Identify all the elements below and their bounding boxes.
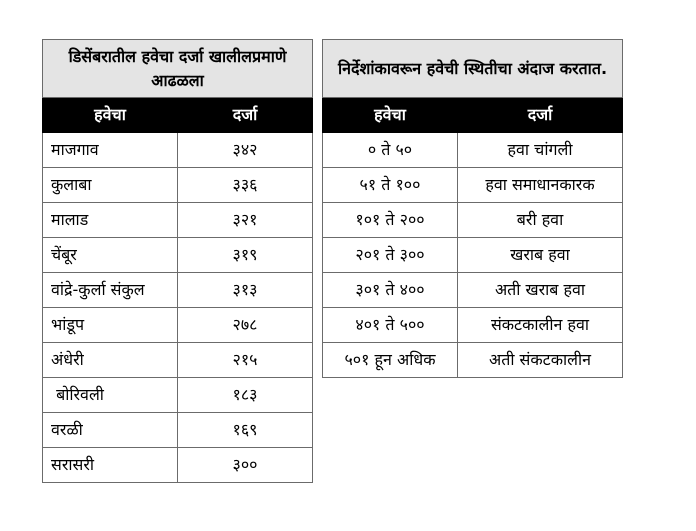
table-row: [43, 168, 313, 203]
air-condition-cell: खराब हवा: [458, 238, 623, 273]
location-cell: भांडूप: [43, 308, 178, 343]
table-row: [43, 448, 313, 483]
location-cell: वरळी: [43, 413, 178, 448]
air-condition-cell: संकटकालीन हवा: [458, 308, 623, 343]
location-cell: बोरिवली: [43, 378, 178, 413]
december-air-quality-table: [42, 39, 313, 483]
aqi-range-cell: ३०१ ते ४००: [323, 273, 458, 308]
table-row: [323, 133, 623, 168]
aqi-value-cell: १८३: [178, 378, 313, 413]
table-row: [43, 378, 313, 413]
aqi-value-cell: २१५: [178, 343, 313, 378]
table-row: [43, 203, 313, 238]
aqi-range-cell: ४०१ ते ५००: [323, 308, 458, 343]
location-cell: माजगाव: [43, 133, 178, 168]
left-table-caption: डिसेंबरातील हवेचा दर्जा खालीलप्रमाणे आढळला: [43, 40, 313, 98]
air-condition-cell: अती संकटकालीन: [458, 343, 623, 378]
table-row: [323, 273, 623, 308]
table-row: [323, 238, 623, 273]
table-row: [323, 308, 623, 343]
aqi-index-scale-table: [322, 39, 623, 378]
table-row: [43, 238, 313, 273]
right-table-caption: निर्देशांकावरून हवेची स्थितीचा अंदाज करतात.: [323, 40, 623, 98]
table-row: [43, 343, 313, 378]
right-header-grade: दर्जा: [458, 98, 623, 133]
air-condition-cell: बरी हवा: [458, 203, 623, 238]
location-cell: वांद्रे-कुर्ला संकुल: [43, 273, 178, 308]
location-cell: कुलाबा: [43, 168, 178, 203]
location-cell: अंधेरी: [43, 343, 178, 378]
aqi-value-cell: ३००: [178, 448, 313, 483]
table-row: [43, 413, 313, 448]
location-cell: सरासरी: [43, 448, 178, 483]
location-cell: चेंबूर: [43, 238, 178, 273]
aqi-value-cell: ३४२: [178, 133, 313, 168]
aqi-value-cell: ३१९: [178, 238, 313, 273]
aqi-value-cell: ३२१: [178, 203, 313, 238]
air-condition-cell: अती खराब हवा: [458, 273, 623, 308]
aqi-range-cell: २०१ ते ३००: [323, 238, 458, 273]
air-condition-cell: हवा समाधानकारक: [458, 168, 623, 203]
table-row: [323, 168, 623, 203]
location-cell: मालाड: [43, 203, 178, 238]
table-row: [43, 133, 313, 168]
table-row: [323, 343, 623, 378]
aqi-value-cell: १६९: [178, 413, 313, 448]
table-row: [43, 273, 313, 308]
aqi-range-cell: ५०१ हून अधिक: [323, 343, 458, 378]
left-header-location: हवेचा: [43, 98, 178, 133]
aqi-value-cell: २७८: [178, 308, 313, 343]
left-header-grade: दर्जा: [178, 98, 313, 133]
aqi-value-cell: ३३६: [178, 168, 313, 203]
table-row: [323, 203, 623, 238]
right-header-range: हवेचा: [323, 98, 458, 133]
aqi-range-cell: १०१ ते २००: [323, 203, 458, 238]
table-row: [43, 308, 313, 343]
aqi-range-cell: ० ते ५०: [323, 133, 458, 168]
air-condition-cell: हवा चांगली: [458, 133, 623, 168]
aqi-value-cell: ३१३: [178, 273, 313, 308]
aqi-range-cell: ५१ ते १००: [323, 168, 458, 203]
